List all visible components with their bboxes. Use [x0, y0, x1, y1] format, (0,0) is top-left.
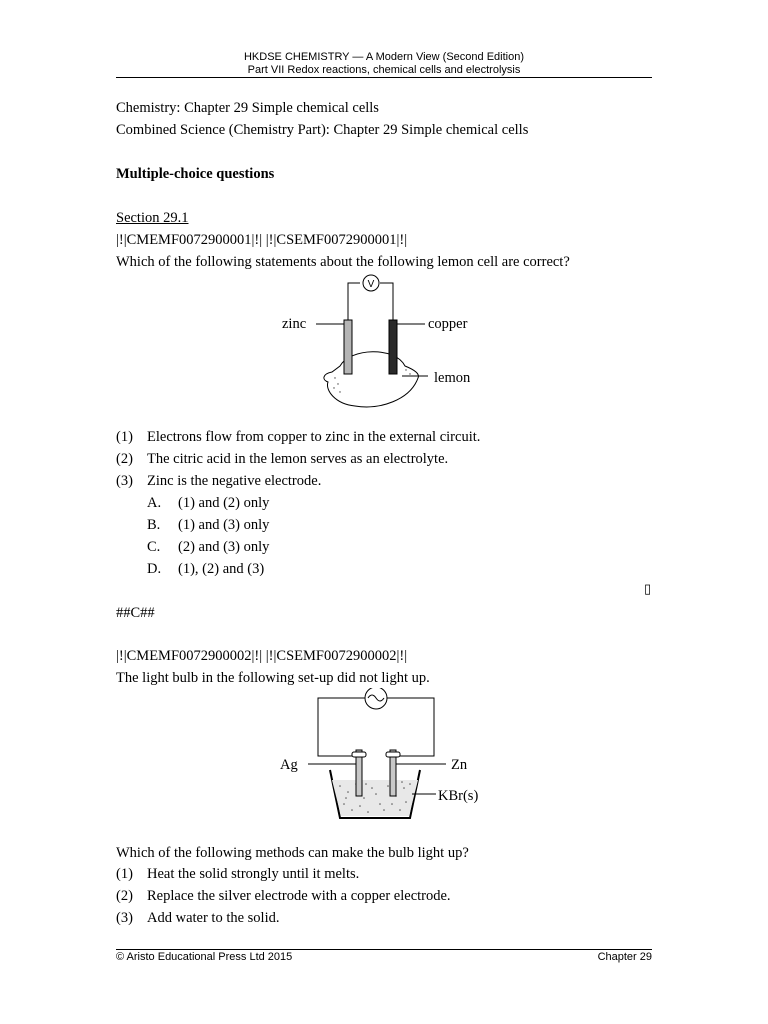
- header-book-title: HKDSE CHEMISTRY — A Modern View (Second Edition): [243, 51, 524, 63]
- q2-statement-3: [0, 909, 768, 927]
- lemon-label: lemon: [434, 370, 471, 386]
- copper-label: copper: [428, 316, 468, 332]
- statement-text: Heat the solid strongly until it melts.: [147, 866, 360, 882]
- zn-label: Zn: [451, 757, 468, 773]
- statement-text: Replace the silver electrode with a copper electrode.: [147, 888, 451, 904]
- zinc-clip: [386, 752, 400, 757]
- statement-number: (1): [116, 429, 133, 445]
- footer-rule: [116, 949, 652, 950]
- copper-electrode: [389, 320, 397, 374]
- q1-statement-1: [0, 428, 768, 446]
- question-1-answer: ##C##: [116, 605, 155, 621]
- question-1-code: |!|CMEMF0072900001|!| |!|CSEMF0072900001|!|: [116, 232, 408, 248]
- q2-statement-2: [0, 887, 768, 905]
- option-letter: B.: [147, 517, 161, 533]
- footer-copyright: © Aristo Educational Press Ltd 2015: [116, 951, 293, 963]
- option-letter: D.: [147, 561, 162, 577]
- lemon-shape: [324, 352, 419, 407]
- statement-number: (3): [116, 473, 133, 489]
- option-text: (2) and (3) only: [178, 539, 270, 555]
- footer-chapter: Chapter 29: [597, 951, 652, 963]
- option-text: (1) and (3) only: [178, 517, 270, 533]
- q1-option-b: [0, 516, 768, 534]
- statement-number: (1): [116, 866, 133, 882]
- ag-label: Ag: [280, 757, 298, 773]
- q1-statement-3: [0, 472, 768, 490]
- circuit-wire-right: [387, 698, 434, 756]
- q1-statement-2: [0, 450, 768, 468]
- option-text: (1), (2) and (3): [178, 561, 265, 577]
- circuit-wire-left: [318, 698, 365, 756]
- light-bulb-diagram: [300, 688, 460, 828]
- statement-text: Electrons flow from copper to zinc in the external circuit.: [147, 429, 481, 445]
- statement-text: The citric acid in the lemon serves as an electrolyte.: [147, 451, 449, 467]
- wire-right: [380, 283, 393, 320]
- zinc-electrode: [344, 320, 352, 374]
- question-1-stem: Which of the following statements about the following lemon cell are correct?: [116, 254, 570, 270]
- kbr-label: KBr(s): [438, 788, 479, 804]
- q1-option-d: [0, 560, 768, 578]
- q2-statement-1: [0, 865, 768, 883]
- answer-box-mark: ▯: [644, 581, 652, 596]
- combined-science-chapter-title: Combined Science (Chemistry Part): Chapter 29 Simple chemical cells: [116, 122, 529, 138]
- statement-text: Add water to the solid.: [147, 910, 280, 926]
- statement-text: Zinc is the negative electrode.: [147, 473, 322, 489]
- section-heading: Multiple-choice questions: [116, 166, 275, 182]
- wire-left: [348, 283, 360, 320]
- chemistry-chapter-title: Chemistry: Chapter 29 Simple chemical cells: [116, 100, 379, 116]
- option-text: (1) and (2) only: [178, 495, 270, 511]
- q1-option-c: [0, 538, 768, 556]
- zinc-label: zinc: [282, 316, 307, 332]
- voltmeter-label: V: [367, 279, 375, 290]
- header-part-title: Part VII Redox reactions, chemical cells and electrolysis: [247, 64, 521, 76]
- option-letter: C.: [147, 539, 161, 555]
- header-rule: [116, 77, 652, 78]
- question-2-stem: The light bulb in the following set-up did not light up.: [116, 670, 430, 686]
- section-label: Section 29.1: [116, 210, 189, 226]
- question-2-question: Which of the following methods can make the bulb light up?: [116, 845, 469, 861]
- silver-clip: [352, 752, 366, 757]
- statement-number: (3): [116, 910, 133, 926]
- option-letter: A.: [147, 495, 162, 511]
- statement-number: (2): [116, 888, 133, 904]
- statement-number: (2): [116, 451, 133, 467]
- kbr-solid: [332, 780, 418, 816]
- lemon-cell-diagram: [270, 270, 500, 416]
- q1-option-a: [0, 494, 768, 512]
- question-2-code: |!|CMEMF0072900002|!| |!|CSEMF0072900002|!|: [116, 648, 408, 664]
